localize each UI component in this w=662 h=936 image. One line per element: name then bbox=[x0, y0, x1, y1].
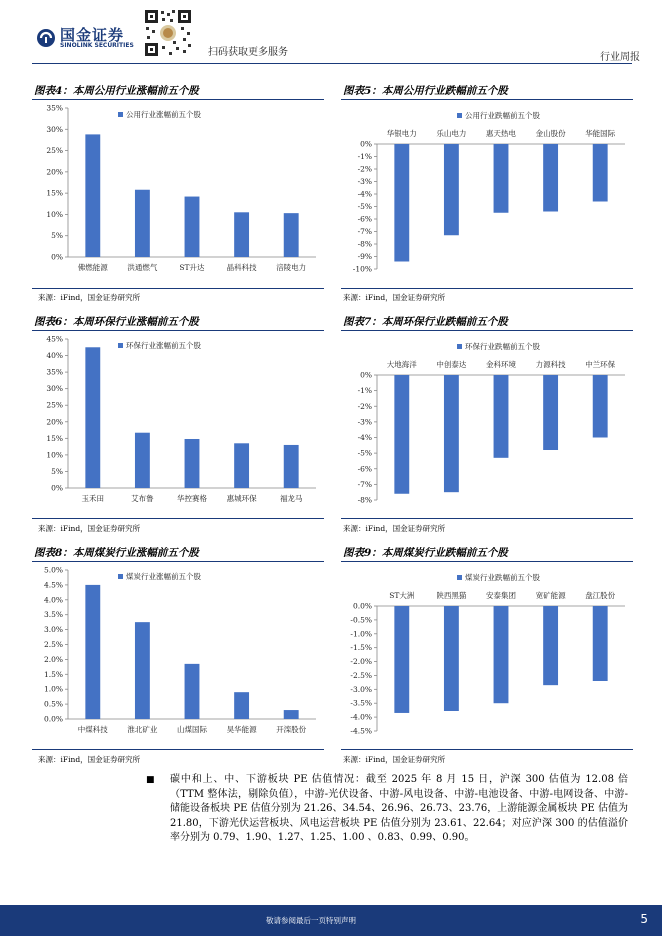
y-tick-label: 15% bbox=[46, 188, 63, 198]
x-tick-label: 中兰环保 bbox=[585, 360, 616, 369]
page-number: 5 bbox=[640, 912, 648, 926]
y-tick-label: -2.5% bbox=[350, 670, 372, 680]
y-tick-label: 40% bbox=[46, 351, 63, 361]
figure-9-source: 来源：iFind，国金证券研究所 bbox=[343, 755, 446, 764]
x-tick-label: 福龙马 bbox=[279, 494, 303, 503]
y-tick-label: 0% bbox=[51, 252, 63, 262]
page-footer bbox=[0, 905, 662, 936]
x-tick-label: 华能国际 bbox=[585, 129, 616, 138]
x-tick-label: 力源科技 bbox=[535, 360, 566, 369]
legend-swatch bbox=[457, 113, 462, 118]
y-tick-label: 25% bbox=[46, 146, 63, 156]
y-tick-label: 4.5% bbox=[43, 580, 63, 590]
y-tick-label: -6% bbox=[357, 214, 372, 224]
bar bbox=[284, 213, 299, 257]
bar bbox=[394, 375, 409, 494]
bar bbox=[494, 375, 509, 458]
source-rule bbox=[341, 288, 633, 289]
figure-7-caption: 图表7：本周环保行业跌幅前五个股 bbox=[343, 316, 508, 328]
x-tick-label: 华银电力 bbox=[386, 129, 417, 138]
bar bbox=[185, 197, 200, 257]
x-tick-label: 洪通燃气 bbox=[127, 263, 158, 272]
page-header bbox=[0, 0, 662, 66]
x-tick-label: 惠城环保 bbox=[226, 494, 257, 503]
y-tick-label: 25% bbox=[46, 400, 63, 410]
y-tick-label: 30% bbox=[46, 384, 63, 394]
qr-caption: 扫码获取更多服务 bbox=[208, 47, 288, 58]
y-tick-label: -4.0% bbox=[350, 712, 372, 722]
figure-6-source: 来源：iFind，国金证券研究所 bbox=[38, 524, 141, 533]
y-tick-label: -3% bbox=[357, 177, 372, 186]
bar bbox=[543, 375, 558, 450]
footer-disclaimer: 敬请参阅最后一页特别声明 bbox=[266, 916, 356, 925]
figure-4-caption: 图表4：本周公用行业涨幅前五个股 bbox=[34, 85, 199, 97]
bar bbox=[135, 190, 150, 257]
y-tick-label: -5% bbox=[357, 202, 372, 211]
y-tick-label: 1.5% bbox=[43, 669, 63, 679]
source-rule bbox=[32, 518, 324, 519]
bar bbox=[494, 144, 509, 213]
x-tick-label: 晶科科技 bbox=[226, 263, 257, 272]
figure-9-caption: 图表9：本周煤炭行业跌幅前五个股 bbox=[343, 547, 508, 559]
x-tick-label: ST大洲 bbox=[389, 591, 415, 600]
y-tick-label: 3.5% bbox=[43, 610, 63, 620]
y-tick-label: -1.5% bbox=[350, 643, 372, 653]
bar bbox=[593, 375, 608, 438]
legend-swatch bbox=[118, 112, 123, 117]
x-tick-label: 乐山电力 bbox=[436, 129, 467, 138]
bar bbox=[444, 375, 459, 492]
y-tick-label: 10% bbox=[46, 209, 63, 219]
legend-swatch bbox=[118, 343, 123, 348]
y-tick-label: 0.0% bbox=[352, 601, 372, 611]
y-tick-label: -4.5% bbox=[350, 726, 372, 736]
bar bbox=[593, 144, 608, 202]
bar bbox=[394, 144, 409, 262]
bar bbox=[85, 585, 100, 719]
legend-label: 公用行业涨幅前五个股 bbox=[126, 110, 201, 119]
bar bbox=[284, 445, 299, 488]
square-bullet-icon: ■ bbox=[146, 775, 155, 785]
y-tick-label: 20% bbox=[46, 167, 63, 177]
x-tick-label: 金山股份 bbox=[535, 129, 566, 138]
y-tick-label: 1.0% bbox=[43, 684, 63, 694]
y-tick-label: 0% bbox=[360, 139, 372, 149]
y-tick-label: -2% bbox=[357, 401, 372, 411]
source-rule bbox=[32, 288, 324, 289]
x-tick-label: 大地海洋 bbox=[386, 360, 417, 369]
y-tick-label: -1% bbox=[357, 386, 372, 396]
bar bbox=[494, 606, 509, 703]
x-tick-label: 惠天热电 bbox=[486, 129, 516, 138]
y-tick-label: 5% bbox=[51, 231, 63, 241]
bar bbox=[543, 606, 558, 685]
legend-swatch bbox=[118, 574, 123, 579]
y-tick-label: -5% bbox=[357, 448, 372, 458]
x-tick-label: 盘江股份 bbox=[585, 591, 616, 600]
bar bbox=[85, 134, 100, 257]
y-tick-label: -1.0% bbox=[350, 629, 372, 639]
y-tick-label: -3% bbox=[357, 417, 372, 427]
figure-8-source: 来源：iFind，国金证券研究所 bbox=[38, 755, 141, 764]
x-tick-label: 中煤科技 bbox=[77, 725, 108, 734]
bar bbox=[284, 710, 299, 719]
y-tick-label: 2.0% bbox=[43, 654, 63, 664]
y-tick-label: -7% bbox=[357, 479, 372, 489]
y-tick-label: -4% bbox=[357, 189, 372, 199]
legend-swatch bbox=[457, 344, 462, 349]
x-tick-label: 淮北矿业 bbox=[127, 725, 158, 734]
y-tick-label: 2.5% bbox=[43, 640, 63, 649]
y-tick-label: -2.0% bbox=[350, 657, 372, 667]
figure-8-caption: 图表8：本周煤炭行业涨幅前五个股 bbox=[34, 547, 199, 559]
x-tick-label: 金科环境 bbox=[486, 360, 516, 369]
y-tick-label: -4% bbox=[357, 433, 372, 442]
y-tick-label: 5.0% bbox=[43, 565, 63, 575]
y-tick-label: -8% bbox=[357, 239, 372, 249]
y-tick-label: 0% bbox=[360, 370, 372, 380]
y-tick-label: -1% bbox=[357, 152, 372, 161]
brand-name-en: SINOLINK SECURITIES bbox=[60, 42, 134, 49]
figure-5-source: 来源：iFind，国金证券研究所 bbox=[343, 293, 446, 302]
bar bbox=[444, 144, 459, 235]
y-tick-label: 0% bbox=[51, 483, 63, 493]
bar bbox=[394, 606, 409, 713]
y-tick-label: 15% bbox=[46, 433, 63, 443]
y-tick-label: 10% bbox=[46, 450, 63, 460]
bar bbox=[234, 212, 249, 257]
y-tick-label: -10% bbox=[352, 264, 372, 274]
y-tick-label: -3.0% bbox=[350, 684, 372, 694]
y-tick-label: 35% bbox=[46, 367, 63, 377]
x-tick-label: 宽矿能源 bbox=[535, 591, 566, 600]
bar bbox=[135, 622, 150, 719]
bar bbox=[543, 144, 558, 212]
y-tick-label: -9% bbox=[357, 252, 372, 261]
source-rule bbox=[341, 518, 633, 519]
y-tick-label: 0.5% bbox=[43, 699, 63, 709]
y-tick-label: 5% bbox=[51, 466, 63, 476]
x-tick-label: 中创泰达 bbox=[436, 360, 467, 369]
source-rule bbox=[32, 749, 324, 750]
sinolink-logo-icon bbox=[36, 28, 56, 48]
y-tick-label: -6% bbox=[357, 464, 372, 474]
figure-4-source: 来源：iFind，国金证券研究所 bbox=[38, 293, 141, 302]
x-tick-label: 开滦股份 bbox=[276, 725, 307, 734]
bar bbox=[85, 347, 100, 488]
x-tick-label: 昊华能源 bbox=[226, 725, 257, 734]
y-tick-label: 30% bbox=[46, 124, 63, 134]
legend-label: 煤炭行业涨幅前五个股 bbox=[126, 572, 201, 581]
chart-utility-losers bbox=[341, 100, 633, 285]
y-tick-label: 4.0% bbox=[43, 595, 63, 605]
y-tick-label: 0.0% bbox=[43, 714, 63, 724]
chart-environment-losers bbox=[341, 331, 633, 516]
bar bbox=[234, 692, 249, 719]
bar bbox=[593, 606, 608, 681]
x-tick-label: ST升达 bbox=[179, 263, 205, 272]
x-tick-label: 涪陵电力 bbox=[276, 263, 307, 272]
bar bbox=[185, 439, 200, 488]
legend-label: 环保行业涨幅前五个股 bbox=[126, 341, 201, 350]
y-tick-label: 20% bbox=[46, 417, 63, 427]
legend-label: 环保行业跌幅前五个股 bbox=[465, 342, 540, 351]
bar bbox=[234, 443, 249, 488]
chart-environment-gainers bbox=[32, 331, 324, 516]
valuation-text: 碳中和上、中、下游板块 PE 估值情况：截至 2025 年 8 月 15 日，沪深 300 估值为 12.08 倍（TTM 整体法，剔除负值），中游-光伏设备、中游-风电设备、中游-电池设备、中游-电网设备、中游-储能设备板块 PE 估值分别为 21.26、34.54、26.96、26.73、23.76，上游能源金属板块 PE 估值为 21.80，下游光伏运营板块、风电运营板块 PE 估值分别为 23.61、22.64；对应沪深 300 的估值溢价率分别为 0.79、1.90、1.27、1.25、1.00 、0.83、0.99、0.90。 bbox=[170, 774, 628, 843]
chart-coal-gainers bbox=[32, 562, 324, 747]
bar bbox=[444, 606, 459, 711]
y-tick-label: 45% bbox=[46, 334, 63, 344]
x-tick-label: 陕西黑猫 bbox=[436, 591, 467, 600]
x-tick-label: 玉禾田 bbox=[81, 494, 105, 503]
x-tick-label: 艾布鲁 bbox=[131, 494, 154, 503]
source-rule bbox=[341, 749, 633, 750]
y-tick-label: -0.5% bbox=[350, 615, 372, 625]
chart-utility-gainers bbox=[32, 100, 324, 285]
brand-name: 国金证券 bbox=[60, 26, 125, 44]
section-label: 行业周报 bbox=[600, 52, 640, 63]
figure-5-caption: 图表5：本周公用行业跌幅前五个股 bbox=[343, 85, 508, 97]
x-tick-label: 华控赛格 bbox=[177, 494, 207, 503]
y-tick-label: -2% bbox=[357, 164, 372, 174]
header-rule bbox=[32, 63, 632, 64]
bar bbox=[135, 433, 150, 488]
bar bbox=[185, 664, 200, 719]
y-tick-label: 3.0% bbox=[43, 625, 63, 635]
x-tick-label: 山煤国际 bbox=[177, 725, 207, 734]
x-tick-label: 安泰集团 bbox=[486, 591, 516, 600]
legend-swatch bbox=[457, 575, 462, 580]
legend-label: 公用行业跌幅前五个股 bbox=[465, 111, 540, 120]
y-tick-label: -8% bbox=[357, 495, 372, 505]
y-tick-label: -3.5% bbox=[350, 698, 372, 708]
chart-coal-losers bbox=[341, 562, 633, 747]
y-tick-label: -7% bbox=[357, 227, 372, 236]
figure-6-caption: 图表6：本周环保行业涨幅前五个股 bbox=[34, 316, 199, 328]
qr-code-icon[interactable] bbox=[143, 8, 193, 58]
valuation-paragraph bbox=[146, 773, 628, 846]
figure-7-source: 来源：iFind，国金证券研究所 bbox=[343, 524, 446, 533]
legend-label: 煤炭行业跌幅前五个股 bbox=[465, 573, 540, 582]
y-tick-label: 35% bbox=[46, 103, 63, 113]
x-tick-label: 佛燃能源 bbox=[77, 263, 108, 272]
